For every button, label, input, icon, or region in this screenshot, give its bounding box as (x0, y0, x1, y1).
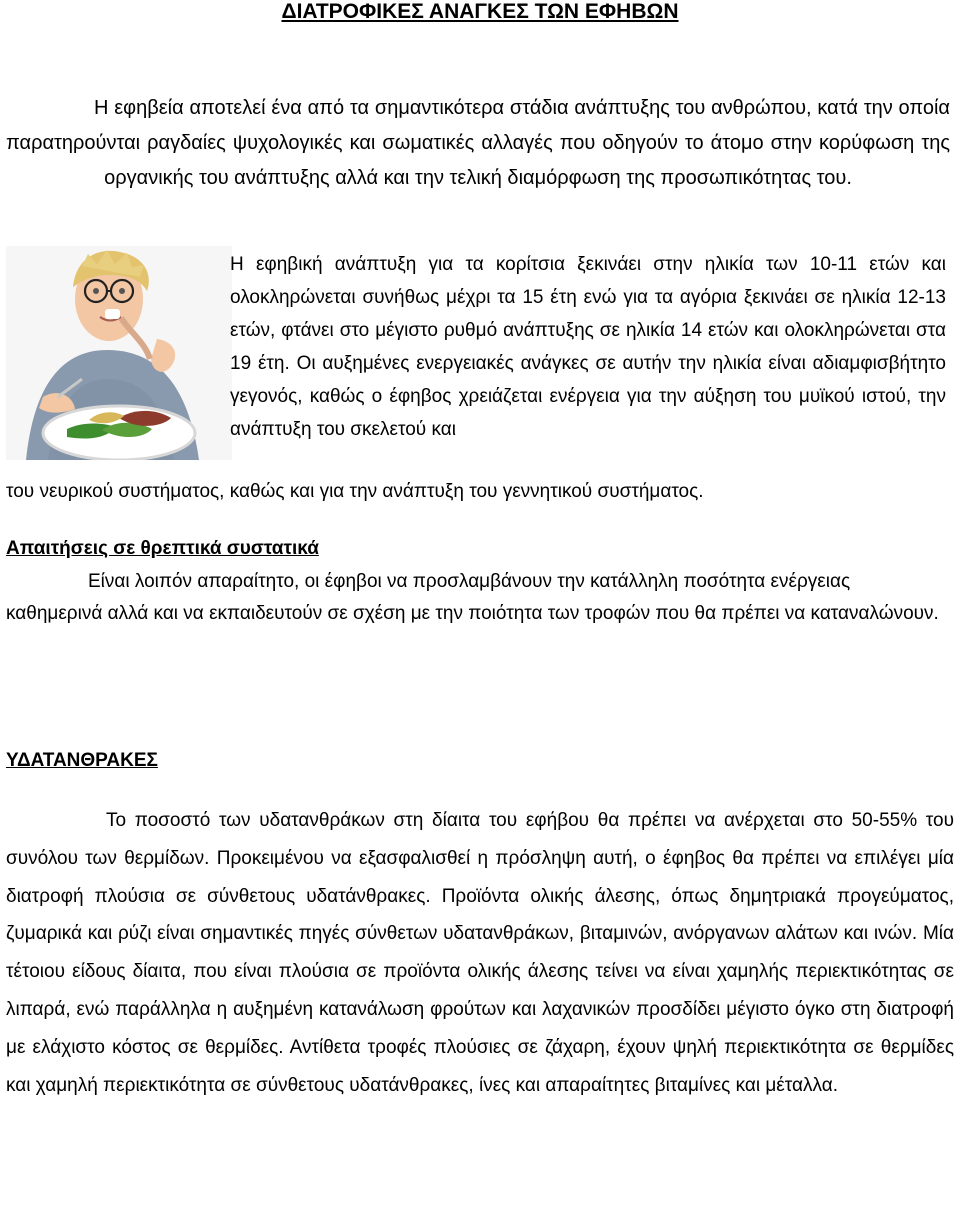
document-title: ΔΙΑΤΡΟΦΙΚΕΣ ΑΝΑΓΚΕΣ ΤΩΝ ΕΦΗΒΩΝ (281, 0, 679, 23)
teen-development-paragraph: Η εφηβική ανάπτυξη για τα κορίτσια ξεκινάει στην ηλικία των 10-11 ετών και ολοκληρώνεται συνήθως μέχρι τα 15 έτη ενώ για τα αγόρια ξεκινάει σε ηλικία 12-13 ετών, φτάνει στο μέγιστο ρυθμό ανάπτυξης σε ηλικία 14 ετών και ολοκληρώνεται στα 19 έτη. Οι αυξημένες ενεργειακές ανάγκες σε αυτήν την ηλικία είναι αδιαμφισβήτητο γεγονός, καθώς ο έφηβος χρειάζεται ενέργεια για την αύξηση του μυϊκού ιστού, την ανάπτυξη του σκελετού και (230, 254, 946, 440)
intro-paragraph: Η εφηβεία αποτελεί ένα από τα σημαντικότερα στάδια ανάπτυξης του ανθρώπου, κατά την οποία παρατηρούνται ραγδαίες ψυχολογικές και σωματικές αλλαγές που οδηγούν το άτομο στην κορύφωση της οργανικής του ανάπτυξης αλλά και την τελική διαμόρφωση της προσωπικότητας του. (6, 97, 950, 189)
teen-development-paragraph-tail: του νευρικού συστήματος, καθώς και για την ανάπτυξη του γεννητικού συστήματος. (6, 481, 704, 502)
carbohydrates-paragraph: Το ποσοστό των υδατανθράκων στη δίαιτα του εφήβου θα πρέπει να ανέρχεται στο 50-55% του συνόλου των θερμίδων. Προκειμένου να εξασφαλισθεί η πρόσληψη αυτή, ο έφηβος θα πρέπει να επιλέγει μία διατροφή πλούσια σε σύνθετους υδατάνθρακες. Προϊόντα ολικής άλεσης, όπως δημητριακά προγεύματος, ζυμαρικά και ρύζι είναι σημαντικές πηγές σύνθετων υδατανθράκων, βιταμινών, ανόργανων αλάτων και ινών. Μία τέτοιου είδους δίαιτα, που είναι πλούσια σε προϊόντα ολικής άλεσης τείνει να είναι χαμηλής περιεκτικότητας σε λιπαρά, ενώ παράλληλα η αυξημένη κατανάλωση φρούτων και λαχανικών προσδίδει μέγιστο όγκο στη διατροφή με ελάχιστο κόστος σε θερμίδες. Αντίθετα τροφές πλούσιες σε ζάχαρη, έχουν ψηλή περιεκτικότητα σε θερμίδες και χαμηλή περιεκτικότητα σε σύνθετους υδατάνθρακες, ίνες και απαραίτητες βιταμίνες και μέταλλα. (6, 810, 954, 1096)
nutrients-heading: Απαιτήσεις σε θρεπτικά συστατικά (6, 538, 319, 559)
nutrients-paragraph: Είναι λοιπόν απαραίτητο, οι έφηβοι να προσλαμβάνουν την κατάλληλη ποσότητα ενέργειας καθημερινά αλλά και να εκπαιδευτούν σε σχέση με την ποιότητα των τροφών που θα πρέπει να καταναλώνουν. (6, 571, 939, 624)
teen-eating-photo (6, 246, 232, 460)
carbohydrates-heading: ΥΔΑΤΑΝΘΡΑΚΕΣ (6, 750, 158, 771)
teen-boy-eating-photo-icon (6, 246, 232, 460)
